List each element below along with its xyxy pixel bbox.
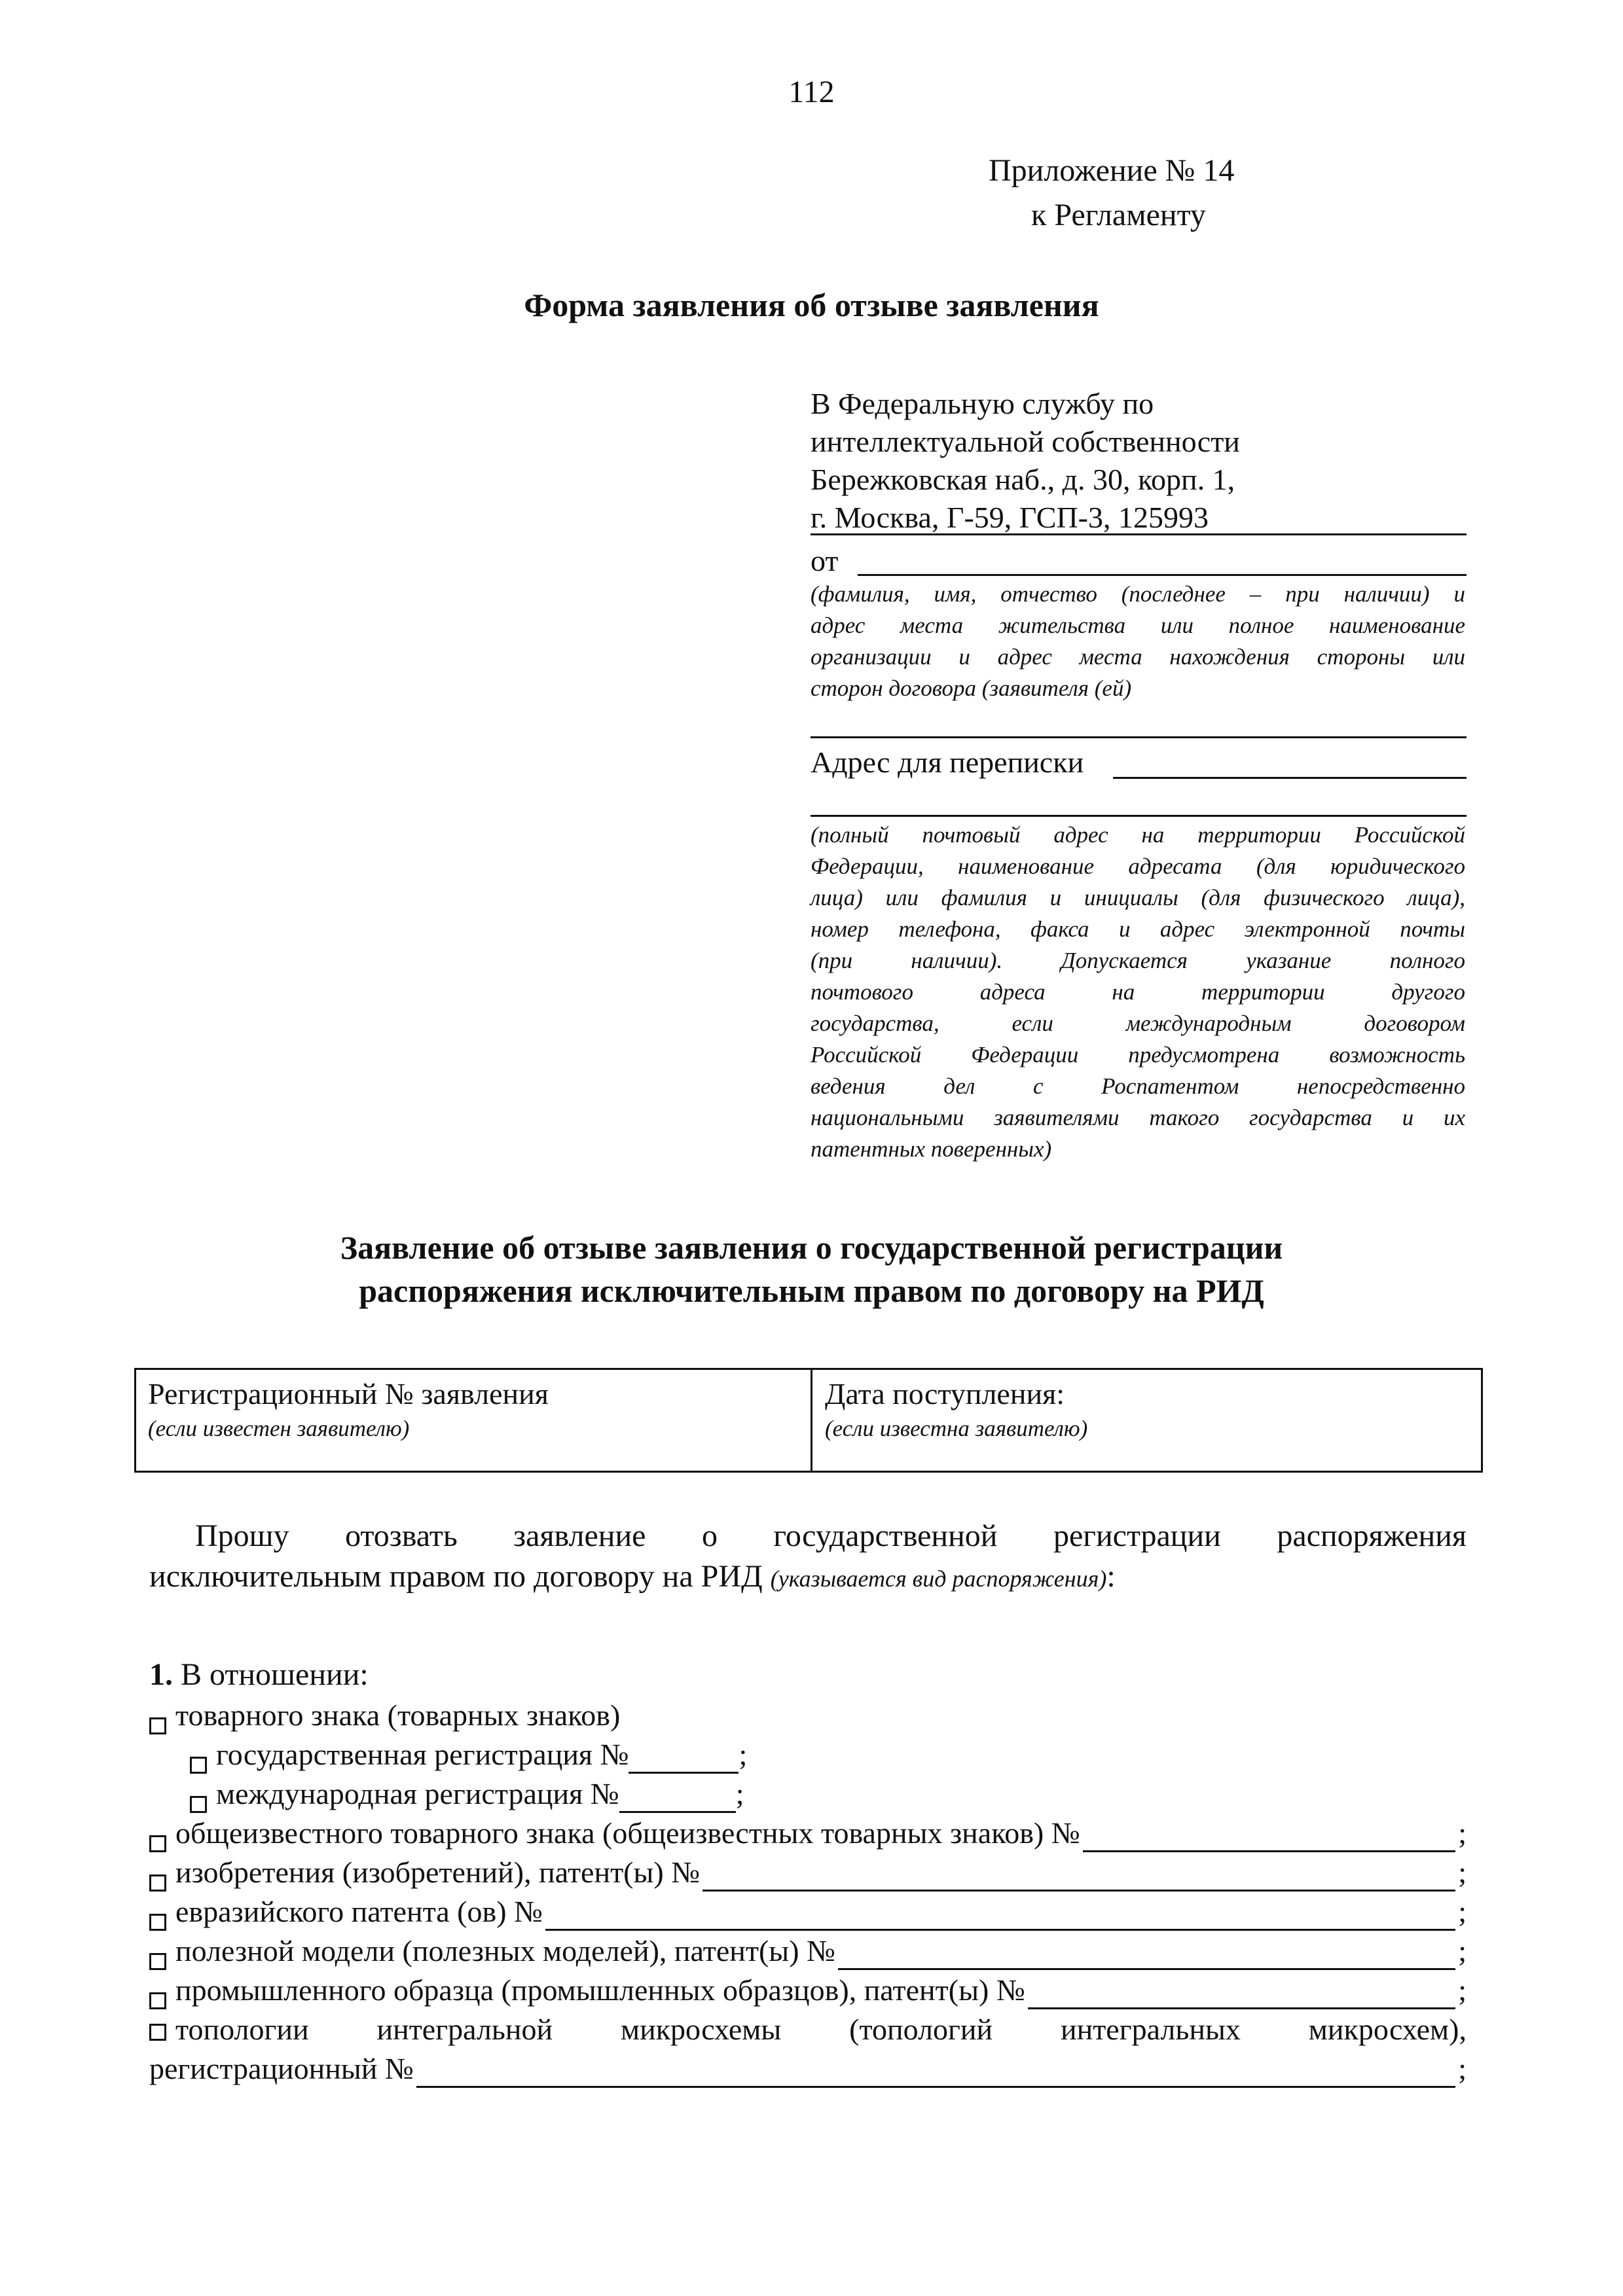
correspondence-hint-line: лица) или фамилия и инициалы (для физического лица),: [811, 885, 1465, 910]
international-registration-label: международная регистрация №: [216, 1777, 619, 1810]
appendix-reference: к Регламенту: [1031, 198, 1206, 232]
section-1-heading: [149, 1656, 369, 1694]
section-1-number: 1.: [149, 1657, 173, 1692]
checkbox-state-registration[interactable]: [190, 1757, 207, 1774]
end-mark: ;: [1458, 1973, 1467, 2007]
checkbox-industrial-design[interactable]: [149, 1992, 166, 2009]
well-known-trademark-option[interactable]: [149, 1814, 1467, 1852]
invention-option[interactable]: [149, 1854, 1467, 1892]
end-mark: ;: [1458, 1816, 1467, 1850]
correspondence-label: Адрес для переписки: [811, 745, 1084, 779]
receipt-date-label: Дата поступления:: [825, 1377, 1065, 1410]
eurasian-patent-field[interactable]: [545, 1900, 1455, 1931]
correspondence-hint-line: национальными заявителями такого государства и их: [811, 1105, 1465, 1130]
correspondence-hint-line: государства, если международным договором: [811, 1011, 1465, 1036]
state-registration-field[interactable]: [629, 1743, 739, 1774]
correspondence-hint: [811, 819, 1465, 1165]
invention-label: изобретения (изобретений), патент(ы) №: [175, 1856, 701, 1889]
from-hint: [811, 579, 1465, 704]
checkbox-ic-topology[interactable]: [149, 2024, 166, 2041]
utility-model-label: полезной модели (полезных моделей), патент(ы) №: [175, 1934, 835, 1967]
checkbox-international-registration[interactable]: [190, 1796, 207, 1813]
eurasian-patent-label: евразийского патента (ов) №: [175, 1895, 543, 1928]
reg-number-hint: (если известен заявителю): [148, 1416, 410, 1441]
request-line-2: [149, 1558, 1116, 1598]
checkbox-utility-model[interactable]: [149, 1953, 166, 1970]
addressee-line-3: Бережковская наб., д. 30, корп. 1,: [811, 463, 1235, 496]
correspondence-hint-line: почтового адреса на территории другого: [811, 979, 1465, 1005]
eurasian-patent-option[interactable]: [149, 1893, 1467, 1931]
correspondence-hint-line: ведения дел с Роспатентом непосредственно: [811, 1073, 1465, 1099]
utility-model-field[interactable]: [838, 1939, 1455, 1970]
application-info-table: [134, 1368, 1483, 1473]
ic-topology-registration-label: регистрационный №: [149, 2052, 414, 2085]
statement-title-line-1: Заявление об отзыве заявления о государственной регистрации: [340, 1229, 1283, 1266]
checkbox-eurasian-patent[interactable]: [149, 1914, 166, 1931]
end-mark: ;: [735, 1777, 744, 1810]
correspondence-extra-line[interactable]: [811, 815, 1467, 817]
appendix-number: Приложение № 14: [989, 153, 1235, 188]
correspondence-field-line[interactable]: [1113, 777, 1467, 779]
checkbox-well-known-trademark[interactable]: [149, 1835, 166, 1852]
correspondence-hint-line: (полный почтовый адрес на территории Российской: [811, 822, 1465, 848]
trademark-label: товарного знака (товарных знаков): [175, 1698, 621, 1732]
from-hint-line: сторон договора (заявителя (ей): [811, 675, 1132, 701]
international-registration-option[interactable]: [190, 1775, 744, 1813]
well-known-trademark-field[interactable]: [1083, 1821, 1456, 1852]
well-known-trademark-label: общеизвестного товарного знака (общеизвестных товарных знаков) №: [175, 1816, 1080, 1850]
checkbox-invention[interactable]: [149, 1874, 166, 1892]
page-number: 112: [788, 75, 835, 109]
addressee-line-1: В Федеральную службу по: [811, 387, 1154, 420]
trademark-option[interactable]: [149, 1696, 620, 1734]
request-line-2-colon: :: [1106, 1559, 1116, 1594]
invention-field[interactable]: [702, 1861, 1455, 1892]
correspondence-hint-line: патентных поверенных): [811, 1136, 1052, 1162]
state-registration-label: государственная регистрация №: [216, 1738, 629, 1771]
reg-number-label: Регистрационный № заявления: [148, 1377, 549, 1410]
addressee-line-4: г. Москва, Г-59, ГСП-3, 125993: [811, 501, 1209, 534]
checkbox-trademark[interactable]: [149, 1717, 166, 1734]
addressee-line-2: интеллектуальной собственности: [811, 425, 1240, 458]
addressee-underline: [811, 533, 1467, 535]
from-hint-line: организации и адрес места нахождения стороны или: [811, 644, 1465, 670]
correspondence-hint-line: номер телефона, факса и адрес электронной почты: [811, 916, 1465, 942]
end-mark: ;: [1458, 1856, 1467, 1889]
end-mark: ;: [739, 1738, 748, 1771]
correspondence-hint-line: (при наличии). Допускается указание полного: [811, 948, 1465, 973]
end-mark: ;: [1458, 2052, 1467, 2085]
industrial-design-field[interactable]: [1028, 1979, 1456, 2009]
from-label: от: [811, 544, 839, 577]
form-title: Форма заявления об отзыве заявления: [524, 287, 1099, 323]
international-registration-field[interactable]: [619, 1782, 736, 1813]
utility-model-option[interactable]: [149, 1932, 1467, 1970]
request-line-2-text: исключительным правом по договору на РИД: [149, 1559, 763, 1594]
industrial-design-label: промышленного образца (промышленных образцов), патент(ы) №: [175, 1973, 1025, 2007]
industrial-design-option[interactable]: [149, 1971, 1467, 2009]
from-hint-line: (фамилия, имя, отчество (последнее – при наличии) и: [811, 581, 1465, 607]
end-mark: ;: [1458, 1895, 1467, 1928]
ic-topology-registration-row[interactable]: [149, 2050, 1467, 2088]
correspondence-hint-line: Российской Федерации предусмотрена возможность: [811, 1042, 1465, 1067]
from-field-line[interactable]: [858, 574, 1467, 576]
receipt-date-hint: (если известна заявителю): [825, 1416, 1088, 1441]
request-line-1: Прошу отозвать заявление о государственной регистрации распоряжения: [195, 1518, 1467, 1553]
ic-topology-label: топологии интегральной микросхемы (топологий интегральных микросхем),: [175, 2013, 1467, 2046]
ic-topology-registration-field[interactable]: [416, 2057, 1455, 2088]
end-mark: ;: [1458, 1934, 1467, 1967]
correspondence-hint-line: Федерации, наименование адресата (для юридического: [811, 853, 1465, 879]
statement-title-line-2: распоряжения исключительным правом по договору на РИД: [359, 1272, 1264, 1309]
section-1-title: В отношении:: [181, 1657, 369, 1692]
ic-topology-option[interactable]: [149, 2011, 1467, 2049]
table-divider: [811, 1370, 812, 1471]
state-registration-option[interactable]: [190, 1736, 747, 1774]
from-hint-line: адрес места жительства или полное наименование: [811, 613, 1465, 638]
from-extra-line[interactable]: [811, 736, 1467, 738]
request-line-2-hint: (указывается вид распоряжения): [770, 1566, 1107, 1592]
